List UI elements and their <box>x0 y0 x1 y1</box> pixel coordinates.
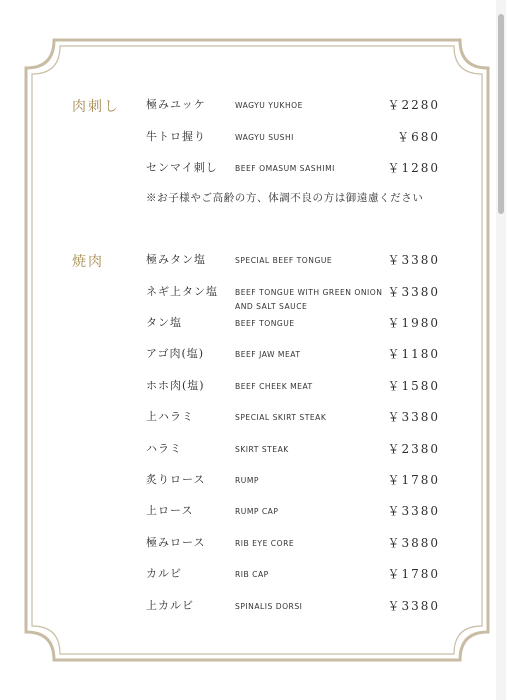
item-name-en: SKIRT STEAK <box>235 445 289 454</box>
item-name-en: WAGYU SUSHI <box>235 133 294 142</box>
item-price: ￥3380 <box>387 410 440 424</box>
item-price: ￥1780 <box>387 473 440 487</box>
item-name-jp: センマイ刺し <box>146 161 218 174</box>
item-name-en: SPECIAL SKIRT STEAK <box>235 413 327 422</box>
item-price: ￥1780 <box>387 567 440 581</box>
item-price: ￥3380 <box>387 504 440 518</box>
menu-item <box>0 565 506 585</box>
item-name-en: BEEF CHEEK MEAT <box>235 382 313 391</box>
item-name-en: BEEF TONGUE <box>235 319 295 328</box>
allergy-notice: ※お子様やご高齢の方、体調不良の方は御遠慮ください <box>146 192 424 204</box>
menu-item <box>0 96 506 116</box>
item-price: ￥1180 <box>387 347 440 361</box>
menu-item <box>0 283 506 315</box>
item-name-en: WAGYU YUKHOE <box>235 101 303 110</box>
item-price: ￥2380 <box>387 442 440 456</box>
item-name-en: SPINALIS DORSI <box>235 602 303 611</box>
item-name-jp: 炙りロース <box>146 473 206 486</box>
item-price: ￥1280 <box>387 161 440 175</box>
item-name-jp: 極みタン塩 <box>146 253 206 266</box>
item-name-jp: アゴ肉(塩) <box>146 347 205 360</box>
item-name-en: RUMP CAP <box>235 507 279 516</box>
item-price: ￥3880 <box>387 536 440 550</box>
menu-item <box>0 471 506 491</box>
item-name-en: BEEF OMASUM SASHIMI <box>235 164 335 173</box>
item-price: ￥1580 <box>387 379 440 393</box>
item-name-en: RUMP <box>235 476 259 485</box>
item-price: ￥680 <box>397 130 440 144</box>
item-name-jp: ホホ肉(塩) <box>146 379 205 392</box>
menu-item <box>0 534 506 554</box>
menu-item <box>0 159 506 179</box>
item-name-en: BEEF TONGUE WITH GREEN ONION <box>235 288 383 297</box>
item-name-en: RIB CAP <box>235 570 269 579</box>
menu-item <box>0 597 506 617</box>
item-name-jp: 極みロース <box>146 536 206 549</box>
item-price: ￥3380 <box>387 285 440 299</box>
item-price: ￥3380 <box>387 253 440 267</box>
item-name-jp: カルビ <box>146 567 182 580</box>
section-title-sashimi: 肉刺し <box>72 99 120 115</box>
item-name-en: BEEF JAW MEAT <box>235 350 301 359</box>
item-name-en-line2: AND SALT SAUCE <box>235 302 308 311</box>
menu-item <box>0 440 506 460</box>
menu-item <box>0 314 506 334</box>
menu-item <box>0 345 506 365</box>
item-price: ￥1980 <box>387 316 440 330</box>
item-name-en: RIB EYE CORE <box>235 539 295 548</box>
menu-item <box>0 128 506 148</box>
item-price: ￥3380 <box>387 599 440 613</box>
menu-item <box>0 502 506 522</box>
menu-item <box>0 377 506 397</box>
section-title-yakiniku: 焼肉 <box>72 254 104 270</box>
item-name-jp: ハラミ <box>146 442 182 455</box>
item-name-jp: 上カルビ <box>146 599 194 612</box>
item-name-jp: 上ロース <box>146 504 194 517</box>
menu-item <box>0 408 506 428</box>
item-price: ￥2280 <box>387 98 440 112</box>
item-name-en: SPECIAL BEEF TONGUE <box>235 256 333 265</box>
item-name-jp: 上ハラミ <box>146 410 194 423</box>
item-name-jp: 極みユッケ <box>146 98 206 111</box>
item-name-jp: ネギ上タン塩 <box>146 285 218 298</box>
menu-item <box>0 251 506 271</box>
item-name-jp: タン塩 <box>146 316 182 329</box>
item-name-jp: 牛トロ握り <box>146 130 206 143</box>
